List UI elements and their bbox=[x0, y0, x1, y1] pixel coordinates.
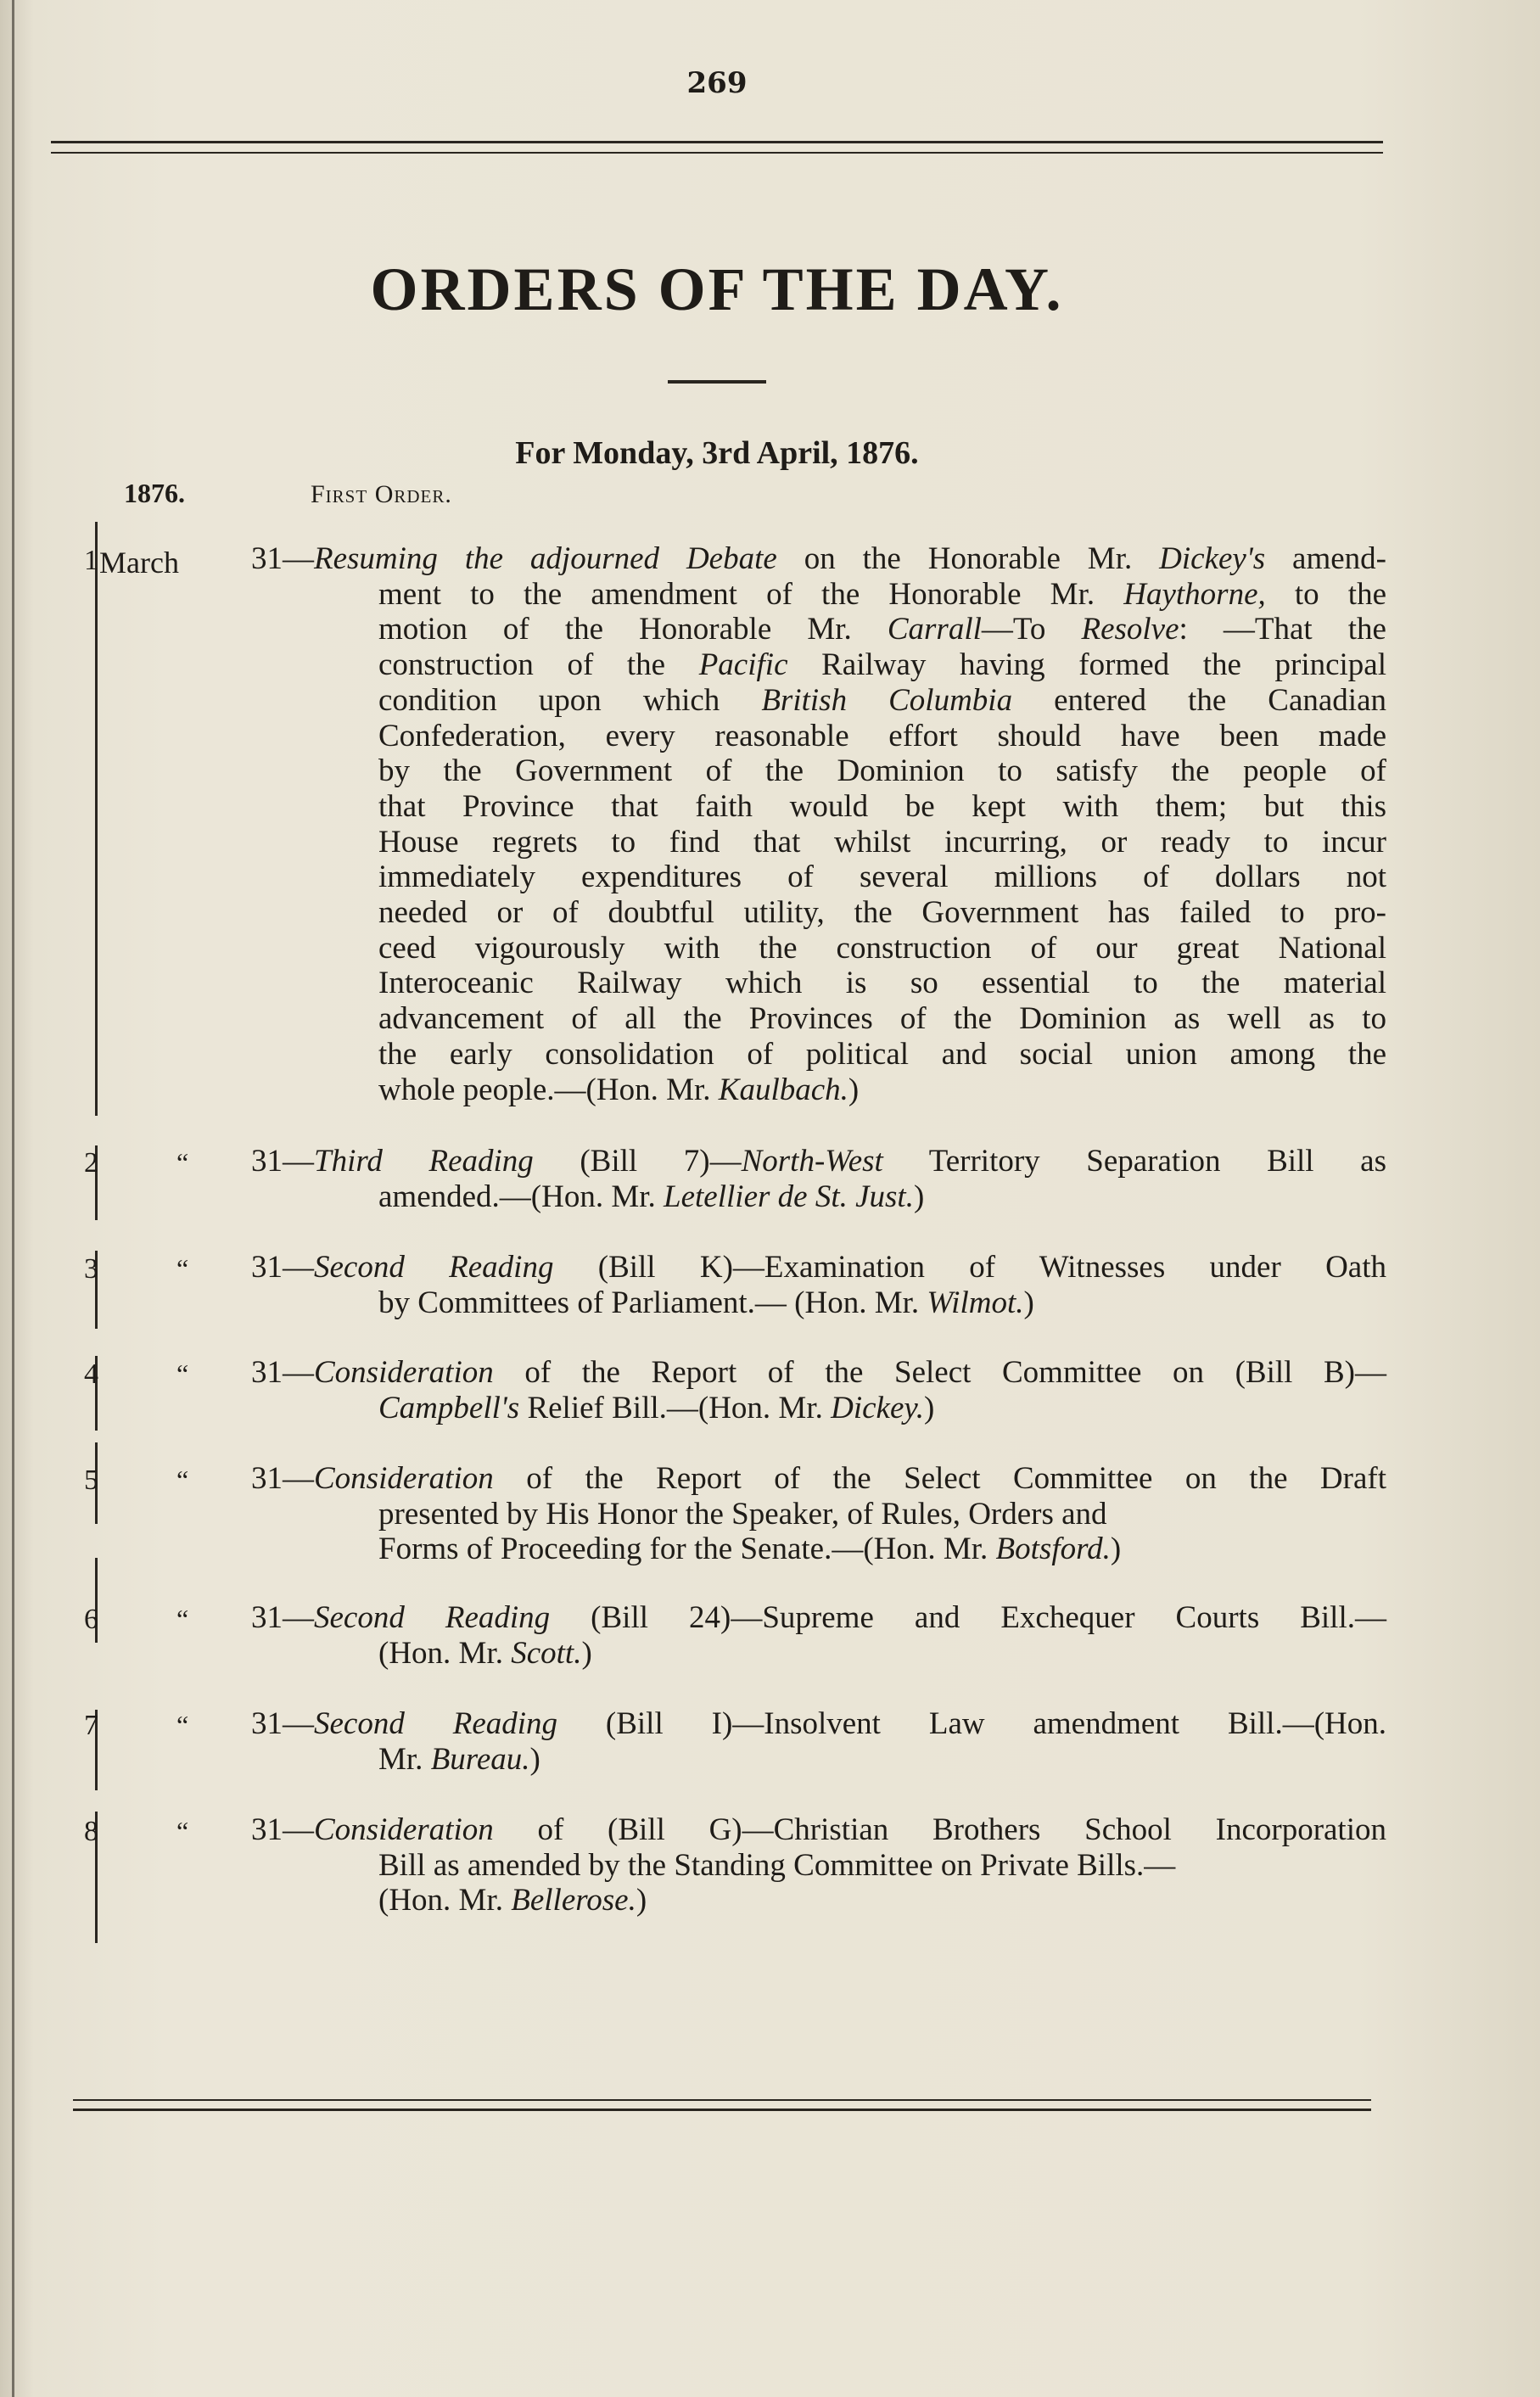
date-heading: For Monday, 3rd April, 1876. bbox=[515, 435, 919, 471]
text-line: condition upon which British Columbia entered the Canadian bbox=[378, 682, 1387, 718]
order-number: 3 bbox=[84, 1253, 98, 1285]
page-number: 269 bbox=[686, 66, 748, 100]
text-line: motion of the Honorable Mr. Carrall—To Resolve: —That the bbox=[378, 612, 1386, 647]
order-text bbox=[251, 1144, 1386, 1214]
text-line: Forms of Proceeding for the Senate.—(Hon. Mr. Botsford.) bbox=[378, 1532, 1122, 1567]
ditto-mark: “ bbox=[176, 1358, 189, 1389]
ditto-mark: “ bbox=[176, 1816, 189, 1846]
text-line: 31—Consideration of the Report of the Select Committee on (Bill B)— bbox=[251, 1355, 1386, 1390]
text-line: ment to the amendment of the Honorable Mr. Haythorne, to the bbox=[378, 576, 1386, 612]
order-number: 5 bbox=[84, 1465, 98, 1496]
ditto-mark: “ bbox=[176, 1147, 189, 1178]
order-number: 7 bbox=[84, 1710, 98, 1741]
order-number: 6 bbox=[84, 1604, 98, 1635]
text-line: 31—Second Reading (Bill 24)—Supreme and Exchequer Courts Bill.— bbox=[251, 1600, 1386, 1635]
text-line: Bill as amended by the Standing Committee on Private Bills.— bbox=[378, 1847, 1176, 1883]
order-text bbox=[251, 541, 1386, 1107]
order-number: 1 bbox=[84, 545, 98, 576]
binding-edge bbox=[12, 0, 14, 2397]
order-text bbox=[251, 1812, 1386, 1918]
header-rule bbox=[51, 141, 1383, 154]
text-line: 31—Second Reading (Bill K)—Examination of Witnesses under Oath bbox=[251, 1250, 1387, 1285]
order-text bbox=[251, 1706, 1386, 1777]
text-line: ceed vigourously with the construction of our great National bbox=[378, 930, 1386, 966]
text-line: Campbell's Relief Bill.—(Hon. Mr. Dickey.) bbox=[378, 1390, 935, 1425]
order-label: First Order. bbox=[311, 480, 452, 508]
text-line: construction of the Pacific Railway having formed the principal bbox=[378, 647, 1386, 683]
text-line: 31—Consideration of the Report of the Select Committee on the Draft bbox=[251, 1461, 1386, 1496]
order-number: 4 bbox=[84, 1358, 98, 1390]
text-line: presented by His Honor the Speaker, of Rules, Orders and bbox=[378, 1496, 1107, 1532]
year-label: 1876. bbox=[124, 478, 185, 508]
text-line: amended.—(Hon. Mr. Letellier de St. Just.) bbox=[378, 1179, 925, 1214]
text-line: that Province that faith would be kept with them; but this bbox=[378, 788, 1386, 824]
order-text bbox=[251, 1461, 1386, 1567]
text-line: whole people.—(Hon. Mr. Kaulbach.) bbox=[378, 1072, 860, 1107]
page-title: ORDERS OF THE DAY. bbox=[370, 255, 1064, 323]
text-line: the early consolidation of political and social union among the bbox=[378, 1036, 1386, 1072]
margin-bar bbox=[95, 522, 98, 1116]
order-text bbox=[251, 1600, 1386, 1671]
text-line: needed or of doubtful utility, the Government has failed to pro- bbox=[378, 895, 1386, 931]
text-line: 31—Consideration of (Bill G)—Christian Brothers School Incorporation bbox=[251, 1812, 1386, 1847]
text-line: (Hon. Mr. Scott.) bbox=[378, 1635, 592, 1671]
order-number: 8 bbox=[84, 1816, 98, 1847]
text-line: immediately expenditures of several millions of dollars not bbox=[378, 860, 1386, 895]
text-line: Mr. Bureau.) bbox=[378, 1741, 540, 1777]
ditto-mark: “ bbox=[176, 1253, 189, 1284]
text-line: House regrets to find that whilst incurring, or ready to incur bbox=[378, 824, 1386, 860]
text-line: Interoceanic Railway which is so essential to the material bbox=[378, 966, 1386, 1001]
text-line: 31—Resuming the adjourned Debate on the Honorable Mr. Dickey's amend- bbox=[251, 541, 1386, 576]
order-text bbox=[251, 1250, 1386, 1320]
text-line: Confederation, every reasonable effort should have been made bbox=[378, 718, 1386, 753]
ditto-mark: “ bbox=[176, 1604, 189, 1634]
order-number: 2 bbox=[84, 1147, 98, 1179]
ditto-mark: “ bbox=[176, 1710, 189, 1740]
footer-rule bbox=[73, 2099, 1371, 2111]
text-line: by Committees of Parliament.— (Hon. Mr. Wilmot.) bbox=[378, 1285, 1034, 1320]
text-line: (Hon. Mr. Bellerose.) bbox=[378, 1883, 647, 1918]
order-text bbox=[251, 1355, 1386, 1425]
text-line: 31—Second Reading (Bill I)—Insolvent Law amendment Bill.—(Hon. bbox=[251, 1706, 1386, 1741]
text-line: 31—Third Reading (Bill 7)—North-West Territory Separation Bill as bbox=[251, 1144, 1386, 1179]
order-month: March bbox=[99, 546, 179, 580]
text-line: by the Government of the Dominion to satisfy the people of bbox=[378, 753, 1386, 789]
title-divider bbox=[668, 380, 766, 384]
ditto-mark: “ bbox=[176, 1465, 189, 1495]
text-line: advancement of all the Provinces of the Dominion as well as to bbox=[378, 1001, 1386, 1037]
